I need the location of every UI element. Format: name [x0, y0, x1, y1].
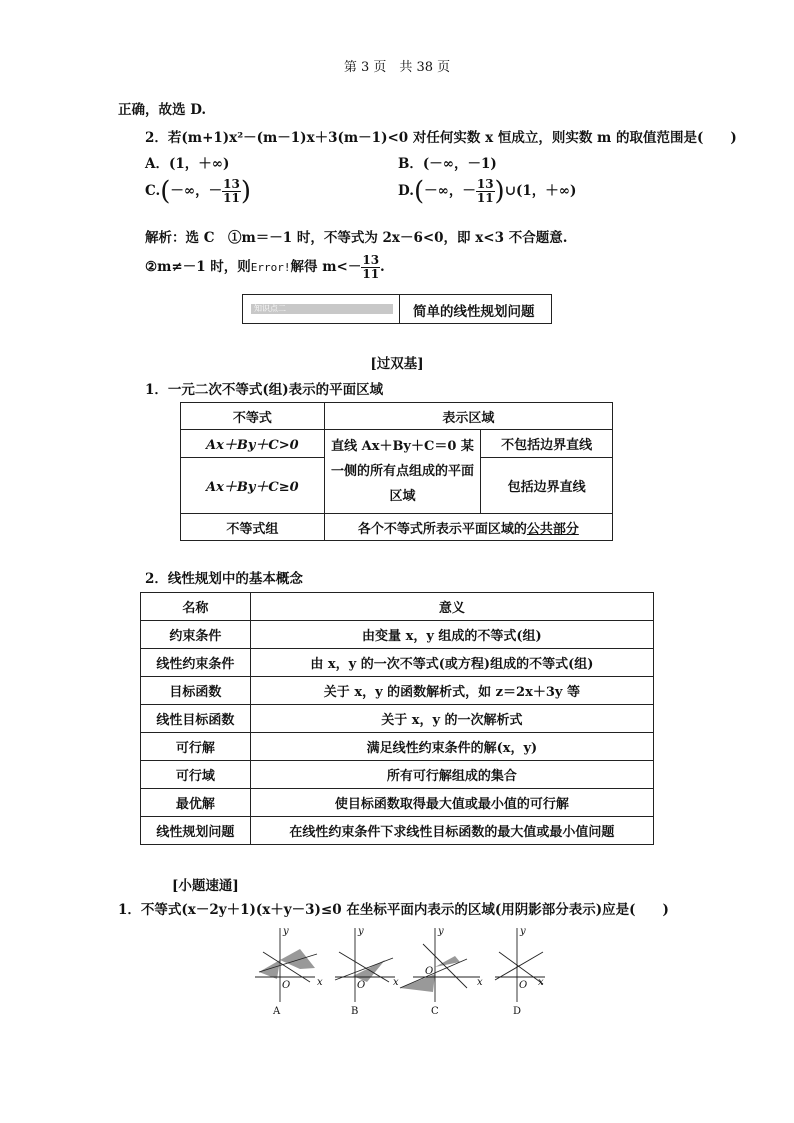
q2-option-a: A．(1，＋∞) [145, 156, 230, 172]
fraction-denominator: 11 [362, 267, 380, 281]
table2-col1-header: 名称 [141, 593, 251, 621]
q2-option-d-prefix: D. [398, 183, 414, 199]
fraction-numerator: 13 [223, 177, 240, 191]
concept-meaning: 在线性约束条件下求线性目标函数的最大值或最小值问题 [250, 817, 653, 845]
concept-meaning: 关于 x，y 的一次解析式 [250, 705, 653, 733]
x-axis-label: x [317, 977, 323, 988]
quick-label: [小题速通] [172, 878, 239, 894]
shaded-region [259, 960, 280, 979]
table-row [181, 403, 613, 430]
q2-option-d [398, 178, 576, 205]
table-row [141, 649, 654, 677]
concept-meaning: 使目标函数取得最大值或最小值的可行解 [250, 789, 653, 817]
concept-meaning: 所有可行解组成的集合 [250, 761, 653, 789]
concept-name: 线性目标函数 [141, 705, 251, 733]
origin-label: O [282, 980, 291, 991]
q2-solution-line2 [145, 254, 385, 281]
table1-region-desc: 直线 Ax＋By＋C＝0 某一侧的所有点组成的平面区域 [324, 430, 481, 514]
table-row [141, 817, 654, 845]
paren-close: ) [240, 176, 251, 207]
table1-system-label: 不等式组 [181, 514, 325, 541]
table2-heading: 2．线性规划中的基本概念 [145, 571, 303, 587]
y-axis-label: y [438, 926, 444, 937]
section-title: 简单的线性规划问题 [413, 304, 535, 320]
table-row [141, 677, 654, 705]
paren-close: ) [494, 176, 505, 207]
fraction-numerator: 13 [476, 177, 494, 191]
section-heading-box [242, 294, 552, 324]
table2-col2-header: 意义 [250, 593, 653, 621]
y-axis-label: y [283, 926, 289, 937]
origin-label: O [519, 980, 528, 991]
concept-table [140, 592, 654, 845]
table-row [141, 789, 654, 817]
table1-col1-header: 不等式 [181, 403, 325, 430]
table-row [181, 514, 613, 541]
sol-prefix: ②m≠－1 时，则 [145, 259, 251, 275]
q2-stem: 2．若(m+1)x²－(m－1)x＋3(m－1)<0 对任何实数 x 恒成立，则实数 m 的取值范围是( ) [145, 130, 737, 146]
x-axis-label: x [393, 977, 399, 988]
paren-open: ( [160, 176, 171, 207]
table-row [141, 621, 654, 649]
q2-option-c [145, 178, 251, 205]
error-text: Error! [250, 261, 291, 274]
q2-option-b: B．(－∞，－1) [398, 156, 497, 172]
graph-c-label: C [431, 1006, 439, 1017]
region-table [180, 402, 613, 541]
x-axis-label: x [477, 977, 483, 988]
section-divider [399, 295, 400, 323]
q2-option-d-suffix: ∪(1，＋∞) [504, 183, 577, 199]
table1-exclude-boundary: 不包括边界直线 [481, 430, 613, 458]
table1-include-boundary: 包括边界直线 [481, 458, 613, 514]
y-axis-label: y [358, 926, 364, 937]
paren-open: ( [413, 176, 425, 207]
q2-option-d-body: －∞，－ [424, 183, 476, 199]
table1-heading: 1．一元二次不等式(组)表示的平面区域 [145, 382, 384, 398]
graph-d-label: D [513, 1006, 522, 1017]
concept-meaning: 满足线性约束条件的解(x，y) [250, 733, 653, 761]
fraction-numerator: 13 [362, 253, 380, 267]
concept-name: 目标函数 [141, 677, 251, 705]
table-row [141, 761, 654, 789]
table-row [181, 430, 613, 458]
concept-meaning: 由变量 x，y 组成的不等式(组) [250, 621, 653, 649]
table1-system-desc: 各个不等式所表示平面区域的公共部分 [324, 514, 612, 541]
quick-q1: 1．不等式(x－2y＋1)(x＋y－3)≤0 在坐标平面内表示的区域(用阴影部分表示)应是( ) [118, 902, 669, 918]
fraction [476, 178, 495, 205]
q2-option-c-body: －∞，－ [170, 183, 223, 199]
y-axis-label: y [520, 926, 526, 937]
x-axis-label: x [538, 977, 544, 988]
section-badge: 知识点二 [251, 304, 393, 314]
origin-label: O [357, 980, 366, 991]
graph-a-label: A [273, 1006, 281, 1017]
table-row [141, 593, 654, 621]
prev-answer: 正确，故选 D. [118, 102, 207, 118]
sol-mid: 解得 m<－ [290, 259, 362, 275]
table1-col2-header: 表示区域 [324, 403, 612, 430]
concept-meaning: 由 x，y 的一次不等式(或方程)组成的不等式(组) [250, 649, 653, 677]
table-row [141, 705, 654, 733]
graph-c[interactable] [400, 928, 480, 1002]
underlined-term: 公共部分 [526, 521, 579, 537]
fraction [361, 254, 380, 281]
concept-name: 可行解 [141, 733, 251, 761]
table-row [141, 733, 654, 761]
concept-meaning: 关于 x，y 的函数解析式，如 z＝2x＋3y 等 [250, 677, 653, 705]
fraction-denominator: 11 [476, 191, 494, 205]
table1-ineq-nonstrict: Ax＋By＋C≥0 [181, 458, 325, 514]
concept-name: 最优解 [141, 789, 251, 817]
table1-ineq-strict: Ax＋By＋C>0 [181, 430, 325, 458]
concept-name: 可行域 [141, 761, 251, 789]
fraction [222, 178, 241, 205]
concept-name: 约束条件 [141, 621, 251, 649]
guo-shuang-ji: [过双基] [370, 356, 424, 372]
origin-label: O [425, 966, 434, 977]
shaded-region [435, 956, 460, 967]
concept-name: 线性规划问题 [141, 817, 251, 845]
graph-options [255, 922, 545, 1022]
sol-end: . [380, 259, 385, 275]
graph-b-label: B [351, 1006, 359, 1017]
q2-option-c-prefix: C. [145, 183, 161, 199]
page-header: 第 3 页 共 38 页 [343, 60, 451, 75]
q2-solution-line1: 解析：选 C ①m＝－1 时，不等式为 2x－6<0，即 x<3 不合题意. [145, 230, 568, 246]
fraction-denominator: 11 [223, 191, 240, 205]
concept-name: 线性约束条件 [141, 649, 251, 677]
